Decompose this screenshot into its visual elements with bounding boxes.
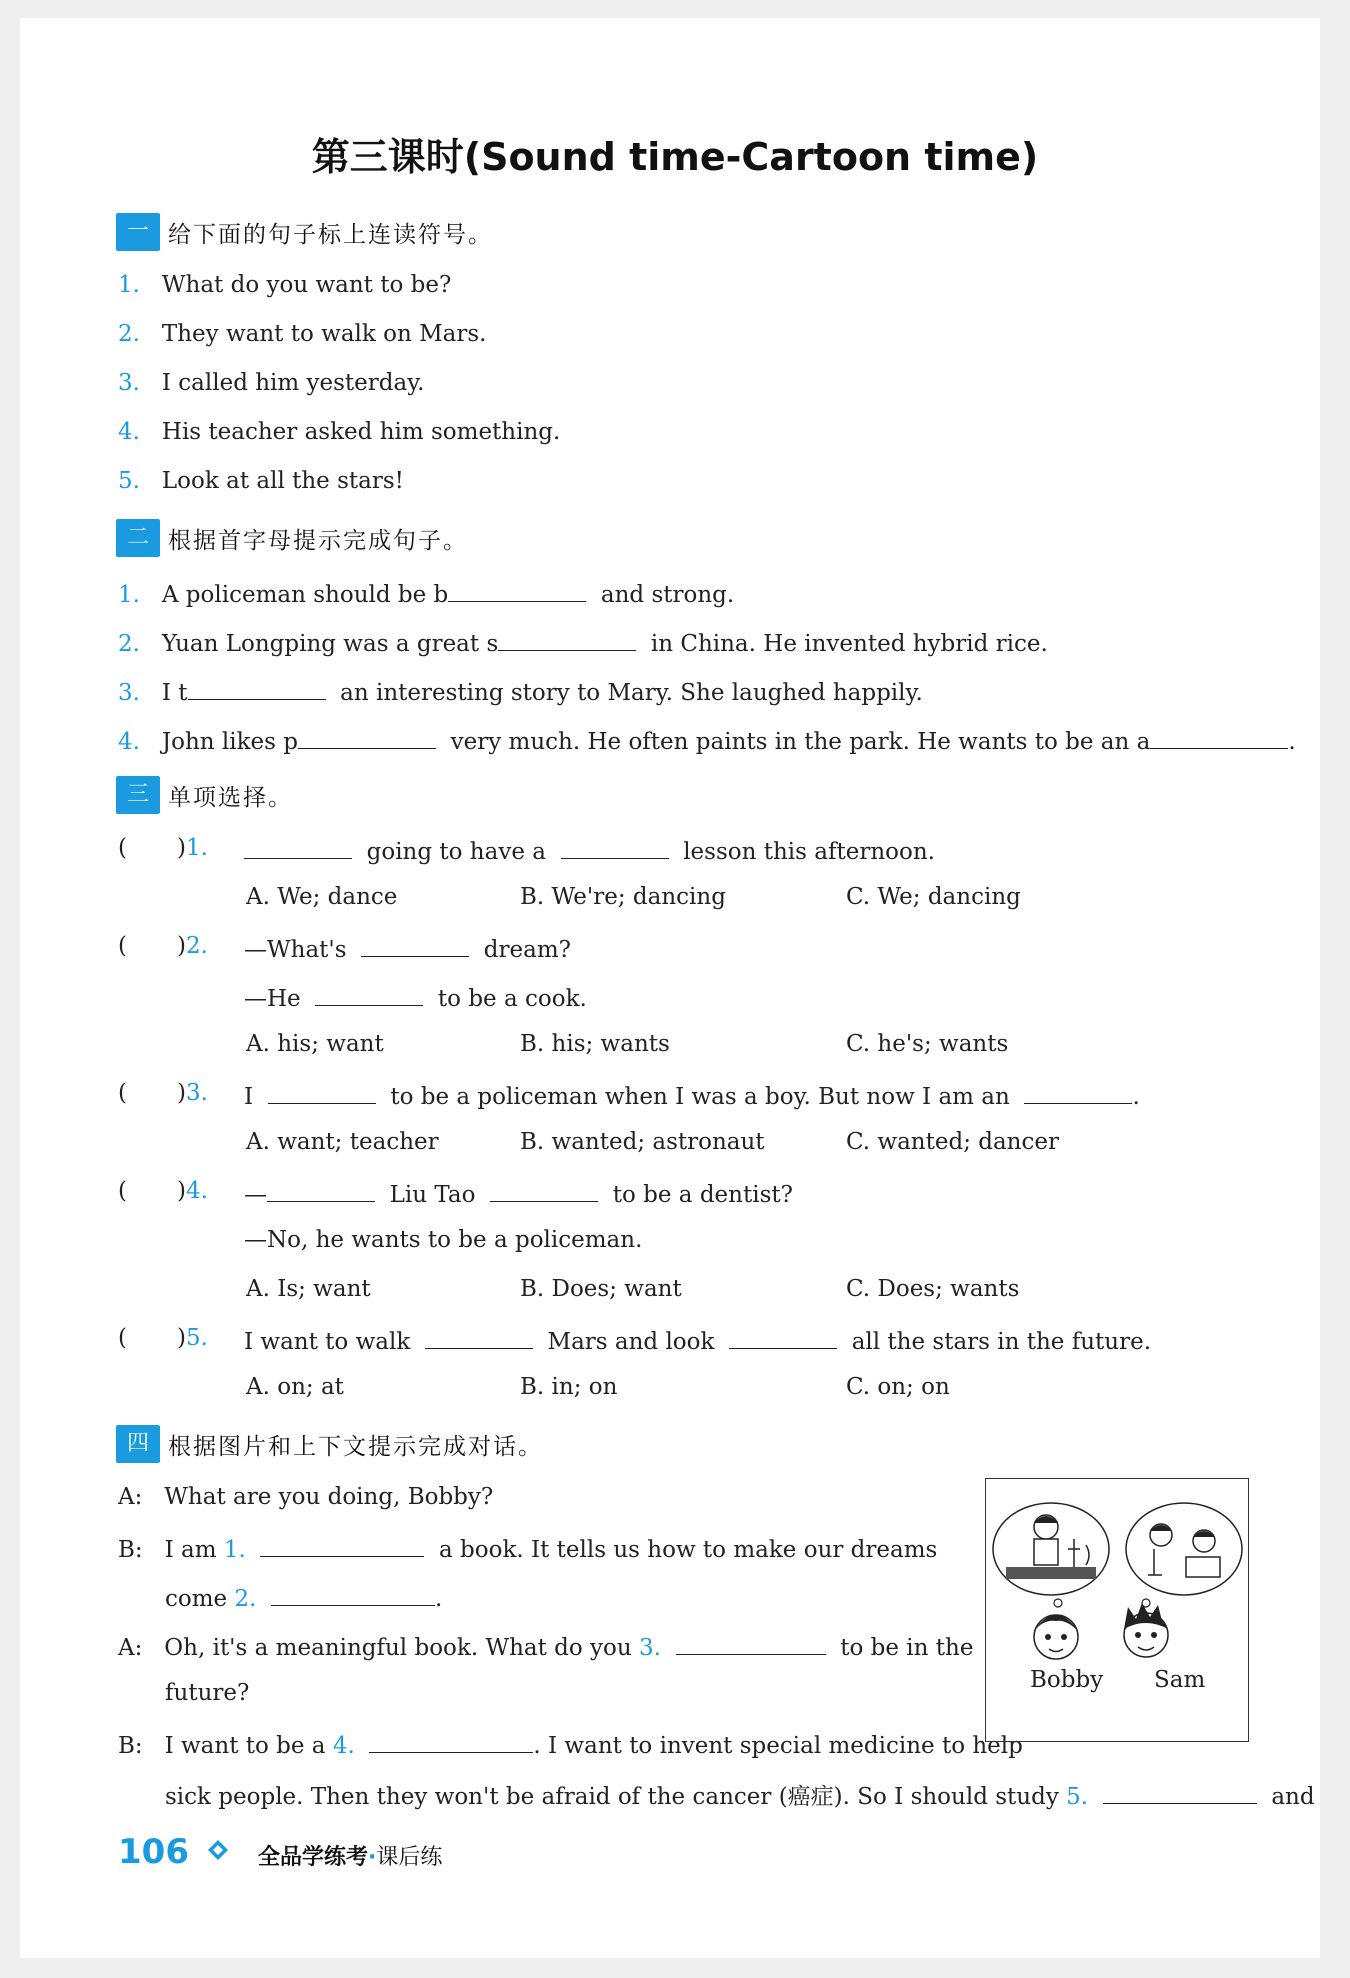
section-badge: 一 [116, 213, 160, 251]
answer-paren[interactable]: ( )2. [118, 933, 208, 959]
s3-q4-stem-2: —No, he wants to be a policeman. [244, 1227, 643, 1253]
s3-q3-stem: I to be a policeman when I was a boy. But now I am an . [244, 1080, 1140, 1110]
s3-q5-stem: I want to walk Mars and look all the stars in the future. [244, 1325, 1151, 1355]
dialogue-line-7: sick people. Then they won't be afraid of the cancer (癌症). So I should study 5. and [165, 1778, 1315, 1811]
s2-item-3: 3. I t an interesting story to Mary. She laughed happily. [118, 676, 923, 706]
answer-blank[interactable] [561, 835, 669, 859]
dialogue-line-2: B: I am 1. a book. It tells us how to make our dreams [118, 1533, 937, 1563]
page-title: 第三课时(Sound time-Cartoon time) [311, 135, 1039, 179]
bubble-tail-left [1054, 1599, 1062, 1607]
section-4-header [116, 1424, 543, 1464]
answer-blank[interactable] [498, 627, 636, 651]
section-badge: 三 [116, 776, 160, 814]
section-title: 根据图片和上下文提示完成对话。 [168, 1433, 543, 1460]
section-badge: 二 [116, 519, 160, 557]
illustration-box [985, 1478, 1249, 1742]
answer-blank[interactable] [490, 1178, 598, 1202]
s1-item-3: 3. I called him yesterday. [118, 370, 425, 396]
answer-blank[interactable] [260, 1533, 424, 1557]
option-a[interactable]: A. We; dance [246, 884, 398, 910]
answer-blank[interactable] [271, 1582, 435, 1606]
s1-item-2: 2. They want to walk on Mars. [118, 321, 487, 347]
s2-item-1: 1. A policeman should be b and strong. [118, 578, 734, 608]
answer-blank[interactable] [676, 1631, 826, 1655]
s1-item-1: 1. What do you want to be? [118, 272, 452, 298]
answer-blank[interactable] [729, 1325, 837, 1349]
s3-q2-stem: —What's dream? [244, 933, 571, 963]
s3-q2-stem-2: —He to be a cook. [244, 982, 587, 1012]
answer-paren[interactable]: ( )5. [118, 1325, 208, 1351]
bobby-label: Bobby [1030, 1667, 1104, 1693]
section-badge: 四 [116, 1425, 160, 1463]
answer-blank[interactable] [361, 933, 469, 957]
answer-blank[interactable] [448, 578, 586, 602]
answer-blank[interactable] [425, 1325, 533, 1349]
section-title: 根据首字母提示完成句子。 [168, 527, 468, 554]
option-c[interactable]: C. We; dancing [846, 884, 1021, 910]
option-a[interactable]: A. on; at [246, 1374, 344, 1400]
answer-blank[interactable] [188, 676, 326, 700]
answer-blank[interactable] [268, 1080, 376, 1104]
dialogue-line-5: future? [165, 1680, 250, 1706]
lab-table-icon [1006, 1567, 1096, 1579]
cartoon-illustration [986, 1479, 1248, 1741]
answer-blank[interactable] [315, 982, 423, 1006]
answer-paren[interactable]: ( )1. [118, 835, 208, 861]
section-3-header [116, 775, 293, 815]
thought-bubble-right [1126, 1503, 1242, 1595]
answer-blank[interactable] [1103, 1780, 1257, 1804]
option-b[interactable]: B. We're; dancing [520, 884, 726, 910]
answer-blank[interactable] [1024, 1080, 1132, 1104]
bobby-face-icon [1034, 1615, 1078, 1659]
answer-blank[interactable] [267, 1178, 375, 1202]
s1-item-5: 5. Look at all the stars! [118, 468, 404, 494]
footer-brand: 全品学练考·课后练 [258, 1845, 443, 1870]
dialogue-line-4: A: Oh, it's a meaningful book. What do you 3. to be in the [118, 1631, 973, 1661]
s1-item-4: 4. His teacher asked him something. [118, 419, 561, 445]
option-c[interactable]: C. wanted; dancer [846, 1129, 1059, 1155]
option-a[interactable]: A. want; teacher [246, 1129, 439, 1155]
answer-paren[interactable]: ( )3. [118, 1080, 208, 1106]
dialogue-line-3: come 2. . [165, 1582, 442, 1612]
sam-label: Sam [1154, 1667, 1206, 1693]
option-b[interactable]: B. in; on [520, 1374, 618, 1400]
lab-coat-icon [1034, 1539, 1058, 1565]
option-b[interactable]: B. wanted; astronaut [520, 1129, 765, 1155]
section-1-header [116, 212, 493, 252]
book-icon [1186, 1557, 1220, 1577]
option-a[interactable]: A. his; want [246, 1031, 384, 1057]
s2-item-2: 2. Yuan Longping was a great s in China. He invented hybrid rice. [118, 627, 1048, 657]
page-number: 106 [118, 1832, 189, 1872]
section-2-header [116, 518, 468, 558]
option-b[interactable]: B. Does; want [520, 1276, 682, 1302]
dialogue-line-6: B: I want to be a 4. . I want to invent special medicine to help [118, 1729, 1023, 1759]
section-title: 单项选择。 [168, 784, 293, 811]
option-c[interactable]: C. he's; wants [846, 1031, 1009, 1057]
answer-blank[interactable] [244, 835, 352, 859]
answer-paren[interactable]: ( )4. [118, 1178, 208, 1204]
s3-q4-stem: — Liu Tao to be a dentist? [244, 1178, 793, 1208]
diamond-logo-icon [206, 1838, 230, 1862]
option-c[interactable]: C. Does; wants [846, 1276, 1020, 1302]
dialogue-line-1: A: What are you doing, Bobby? [118, 1484, 494, 1510]
s3-q1-stem: going to have a lesson this afternoon. [244, 835, 935, 865]
s2-item-4: 4. John likes p very much. He often paints in the park. He wants to be an a . [118, 725, 1296, 755]
option-b[interactable]: B. his; wants [520, 1031, 670, 1057]
section-title: 给下面的句子标上连读符号。 [168, 221, 493, 248]
answer-blank[interactable] [1150, 725, 1288, 749]
answer-blank[interactable] [369, 1729, 533, 1753]
option-a[interactable]: A. Is; want [246, 1276, 371, 1302]
answer-blank[interactable] [298, 725, 436, 749]
option-c[interactable]: C. on; on [846, 1374, 950, 1400]
